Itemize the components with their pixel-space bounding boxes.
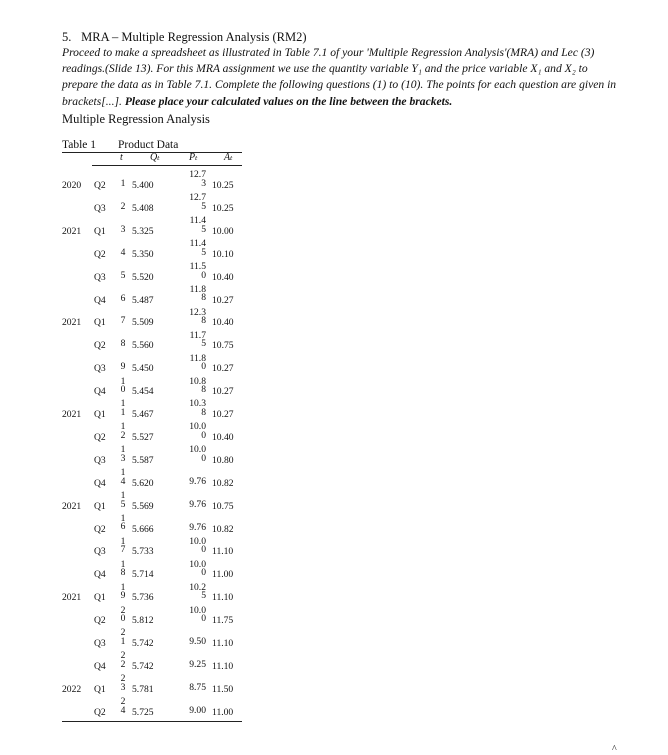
row-year: 2021 (62, 409, 82, 420)
header-p: Pₜ (189, 152, 198, 163)
row-quarter: Q3 (94, 363, 106, 375)
row-t-part: 1 (120, 444, 126, 456)
row-t (118, 558, 128, 579)
row-quarter: Q2 (94, 431, 106, 443)
row-t (118, 246, 128, 258)
row-year: 2021 (62, 317, 82, 329)
row-t (118, 652, 128, 669)
row-t (118, 269, 128, 281)
row-p-part: 9.00 (189, 704, 206, 716)
row-p-value (180, 658, 206, 670)
row-q-value: 5.400 (132, 180, 154, 191)
row-p-part: 10.0 (189, 535, 206, 547)
row-year: 2022 (62, 683, 82, 695)
row-p-part: 5 (201, 590, 206, 602)
row-p-part: 12.7 (189, 169, 206, 181)
row-quarter: Q4 (94, 386, 106, 398)
row-a-value: 10.25 (212, 180, 234, 191)
row-year: 2021 (62, 592, 82, 604)
row-t-part: 1 (120, 535, 126, 547)
row-t (118, 363, 128, 372)
row-q-value: 5.812 (132, 615, 154, 627)
row-t-part: 2 (120, 200, 126, 212)
row-t-part: 1 (120, 635, 126, 647)
row-q-value: 5.569 (132, 500, 154, 512)
row-quarter: Q4 (94, 569, 106, 581)
row-a-value: 10.27 (212, 386, 234, 398)
row-a-value: 11.75 (212, 615, 234, 627)
row-p-part: 10.0 (189, 421, 206, 433)
row-q-value: 5.742 (132, 660, 154, 672)
row-year: 2021 (62, 500, 82, 512)
row-quarter: Q2 (94, 248, 106, 260)
row-p-part: 5 (201, 246, 206, 258)
row-p-part: 8.75 (189, 681, 206, 693)
row-p-value (180, 581, 206, 602)
row-q-value: 5.714 (132, 569, 154, 581)
row-p-part: 11.8 (189, 283, 206, 295)
row-quarter: Q2 (94, 340, 106, 352)
row-quarter: Q2 (94, 180, 106, 191)
row-p-part: 9.76 (189, 521, 206, 533)
row-t (118, 340, 128, 349)
row-t (118, 375, 128, 396)
row-t-part: 1 (120, 406, 126, 418)
row-p-part: 11.5 (189, 261, 206, 272)
row-p-part: 10.3 (189, 398, 206, 410)
row-p-part: 0 (201, 429, 206, 441)
row-p-part: 9.50 (189, 636, 206, 647)
row-t-part: 2 (120, 429, 126, 441)
row-p-value (180, 375, 206, 396)
row-quarter: Q3 (94, 638, 106, 649)
row-t-part: 8 (120, 567, 126, 579)
row-t-part: 2 (120, 658, 126, 670)
row-p-part: 0 (201, 452, 206, 464)
row-p-part: 10.0 (189, 604, 206, 616)
row-quarter: Q1 (94, 500, 106, 512)
row-t-part: 2 (120, 627, 126, 639)
row-p-part: 5 (201, 200, 206, 212)
row-t-part: 9 (120, 361, 126, 373)
row-p-part: 8 (201, 315, 206, 327)
row-p-part: 0 (201, 269, 206, 281)
row-t-part: 1 (120, 490, 126, 501)
row-p-part: 11.8 (189, 352, 206, 364)
table-header-rule (92, 165, 242, 166)
row-quarter: Q3 (94, 454, 106, 466)
row-p-part: 10.0 (189, 558, 206, 570)
row-a-value: 11.10 (212, 592, 234, 604)
row-p-part: 0 (201, 567, 206, 579)
row-q-value: 5.781 (132, 683, 154, 695)
row-q-value: 5.725 (132, 706, 154, 718)
row-q-value: 5.620 (132, 477, 154, 489)
row-p-part: 9.76 (189, 498, 206, 510)
row-a-value: 10.82 (212, 523, 234, 535)
row-quarter: Q3 (94, 546, 106, 558)
row-q-value: 5.509 (132, 317, 154, 329)
row-t (118, 180, 128, 189)
row-p-part: 11.4 (189, 238, 206, 250)
row-q-value: 5.560 (132, 340, 154, 352)
row-t-part: 8 (120, 338, 126, 350)
row-a-value: 10.40 (212, 431, 234, 443)
question-instructions (62, 45, 622, 110)
row-quarter: Q4 (94, 660, 106, 672)
row-year: 2020 (62, 180, 82, 191)
row-t-part: 1 (120, 178, 126, 189)
row-t (118, 675, 128, 692)
row-t (118, 317, 128, 326)
row-a-value: 10.00 (212, 225, 234, 237)
row-a-value: 10.82 (212, 477, 234, 489)
row-p-value (180, 423, 206, 440)
row-p-value (180, 475, 206, 487)
row-a-value: 10.40 (212, 271, 234, 283)
row-quarter: Q1 (94, 683, 106, 695)
row-p-part: 0 (201, 613, 206, 625)
row-a-value: 10.75 (212, 340, 234, 352)
row-p-value (180, 283, 206, 304)
header-t: t (120, 152, 123, 163)
row-t-part: 0 (120, 613, 126, 625)
row-p-part: 12.3 (189, 306, 206, 318)
row-quarter: Q1 (94, 592, 106, 604)
row-a-value: 10.40 (212, 317, 234, 329)
row-t-part: 3 (120, 223, 126, 235)
row-p-value (180, 638, 206, 647)
row-p-part: 11.7 (189, 329, 206, 341)
instructions-text: Proceed to make a spreadsheet as illustrated in Table 7.1 of your 'Multiple Regression Analysis'(MRA) and Lec (3) readings.(Slide 13). For this MRA assignment we use the quantity variable Y₁ and the price variable X₁ and X₂ to prepare the data as in Table 7.1. Complete the following questions (1) to (10). The points for each question are given in brackets[...]. (62, 46, 617, 108)
row-t-part: 1 (120, 398, 126, 410)
row-p-part: 0 (201, 544, 206, 556)
row-a-value: 10.10 (212, 248, 234, 260)
row-p-part: 0 (201, 361, 206, 373)
row-t-part: 2 (120, 604, 126, 616)
row-p-value (180, 558, 206, 579)
row-quarter: Q2 (94, 523, 106, 535)
row-p-value (180, 535, 206, 556)
row-t-part: 7 (120, 315, 126, 327)
instructions-bold-text: Please place your calculated values on the line between the brackets. (124, 94, 453, 108)
row-p-part: 10.0 (189, 444, 206, 456)
row-q-value: 5.454 (132, 386, 154, 398)
row-p-value (180, 521, 206, 533)
row-a-value: 10.27 (212, 363, 234, 375)
corner-mark: ^ (612, 744, 617, 755)
row-p-part: 11.4 (189, 215, 206, 227)
row-p-part: 3 (201, 177, 206, 189)
row-t-part: 1 (120, 581, 126, 593)
row-p-value (180, 352, 206, 373)
row-quarter: Q4 (94, 477, 106, 489)
row-quarter: Q1 (94, 409, 106, 420)
row-t-part: 4 (120, 704, 126, 716)
table-bottom-rule (62, 721, 242, 722)
row-p-part: 9.25 (189, 658, 206, 670)
row-quarter: Q3 (94, 202, 106, 214)
row-t-part: 5 (120, 498, 126, 510)
row-p-value (180, 194, 206, 211)
row-quarter: Q2 (94, 706, 106, 718)
row-a-value: 11.00 (212, 569, 234, 581)
row-t-part: 2 (120, 696, 126, 708)
row-t (118, 223, 128, 235)
row-p-part: 8 (201, 406, 206, 418)
row-t (118, 469, 128, 486)
row-t (118, 292, 128, 304)
header-q: Qₜ (150, 152, 160, 163)
row-quarter: Q2 (94, 615, 106, 627)
row-a-value: 11.10 (212, 638, 234, 649)
row-q-value: 5.527 (132, 431, 154, 443)
row-quarter: Q4 (94, 294, 106, 306)
row-a-value: 11.10 (212, 660, 234, 672)
question-heading (62, 30, 306, 45)
row-t-part: 1 (120, 467, 126, 479)
row-a-value: 10.27 (212, 294, 234, 306)
row-t-part: 1 (120, 558, 126, 570)
row-t (118, 200, 128, 212)
row-t-part: 1 (120, 375, 126, 387)
row-p-value (180, 400, 206, 417)
table-label: Table 1 (62, 139, 97, 151)
table-caption: Product Data (118, 139, 179, 151)
row-t-part: 9 (120, 590, 126, 602)
row-p-part: 8 (201, 384, 206, 396)
row-t (118, 446, 128, 463)
row-q-value: 5.520 (132, 271, 154, 283)
row-t-part: 4 (120, 475, 126, 487)
row-t-part: 7 (120, 544, 126, 556)
row-p-value (180, 704, 206, 716)
row-p-part: 5 (201, 338, 206, 350)
row-quarter: Q1 (94, 317, 106, 329)
row-t (118, 581, 128, 602)
row-q-value: 5.450 (132, 363, 154, 375)
row-t-part: 4 (120, 246, 126, 258)
row-q-value: 5.467 (132, 409, 154, 420)
header-a: Aₜ (224, 152, 233, 163)
row-q-value: 5.587 (132, 454, 154, 466)
row-q-value: 5.733 (132, 546, 154, 558)
row-p-value (180, 171, 206, 188)
row-a-value: 10.25 (212, 202, 234, 214)
row-p-part: 10.8 (189, 375, 206, 387)
row-p-value (180, 604, 206, 625)
row-p-value (180, 329, 206, 350)
row-t-part: 5 (120, 269, 126, 281)
row-t-part: 1 (120, 421, 126, 433)
row-p-part: 5 (201, 223, 206, 235)
row-q-value: 5.666 (132, 523, 154, 535)
row-p-value (180, 263, 206, 280)
row-t (118, 629, 128, 646)
row-t (118, 492, 128, 509)
row-q-value: 5.350 (132, 248, 154, 260)
row-q-value: 5.742 (132, 638, 154, 649)
row-t-part: 3 (120, 681, 126, 693)
row-p-value (180, 498, 206, 510)
row-p-part: 12.7 (189, 192, 206, 204)
row-quarter: Q3 (94, 271, 106, 283)
row-year: 2021 (62, 225, 82, 237)
question-number: 5. (62, 30, 72, 44)
row-q-value: 5.487 (132, 294, 154, 306)
row-t-part: 1 (120, 512, 126, 524)
row-p-value (180, 446, 206, 463)
row-p-value (180, 217, 206, 234)
row-t-part: 6 (120, 292, 126, 304)
row-a-value: 11.50 (212, 683, 234, 695)
row-t (118, 423, 128, 440)
row-t (118, 400, 128, 417)
row-q-value: 5.408 (132, 202, 154, 214)
row-quarter: Q1 (94, 225, 106, 237)
row-p-value (180, 681, 206, 693)
row-q-value: 5.325 (132, 225, 154, 237)
row-q-value: 5.736 (132, 592, 154, 604)
row-a-value: 10.27 (212, 409, 234, 420)
row-t (118, 604, 128, 625)
row-p-part: 9.76 (189, 475, 206, 487)
row-a-value: 11.10 (212, 546, 234, 558)
section-title: Multiple Regression Analysis (62, 112, 210, 126)
row-a-value: 10.75 (212, 500, 234, 512)
row-t (118, 535, 128, 556)
row-t-part: 2 (120, 650, 126, 662)
row-p-part: 10.2 (189, 581, 206, 593)
row-t (118, 698, 128, 715)
row-p-part: 8 (201, 292, 206, 304)
row-t-part: 6 (120, 521, 126, 533)
row-t-part: 2 (120, 673, 126, 685)
row-a-value: 10.80 (212, 454, 234, 466)
question-title: MRA – Multiple Regression Analysis (RM2) (81, 30, 307, 44)
row-t (118, 512, 128, 533)
row-t-part: 3 (120, 452, 126, 464)
row-p-value (180, 306, 206, 327)
row-a-value: 11.00 (212, 706, 234, 718)
row-p-value (180, 240, 206, 257)
row-t-part: 0 (120, 384, 126, 396)
